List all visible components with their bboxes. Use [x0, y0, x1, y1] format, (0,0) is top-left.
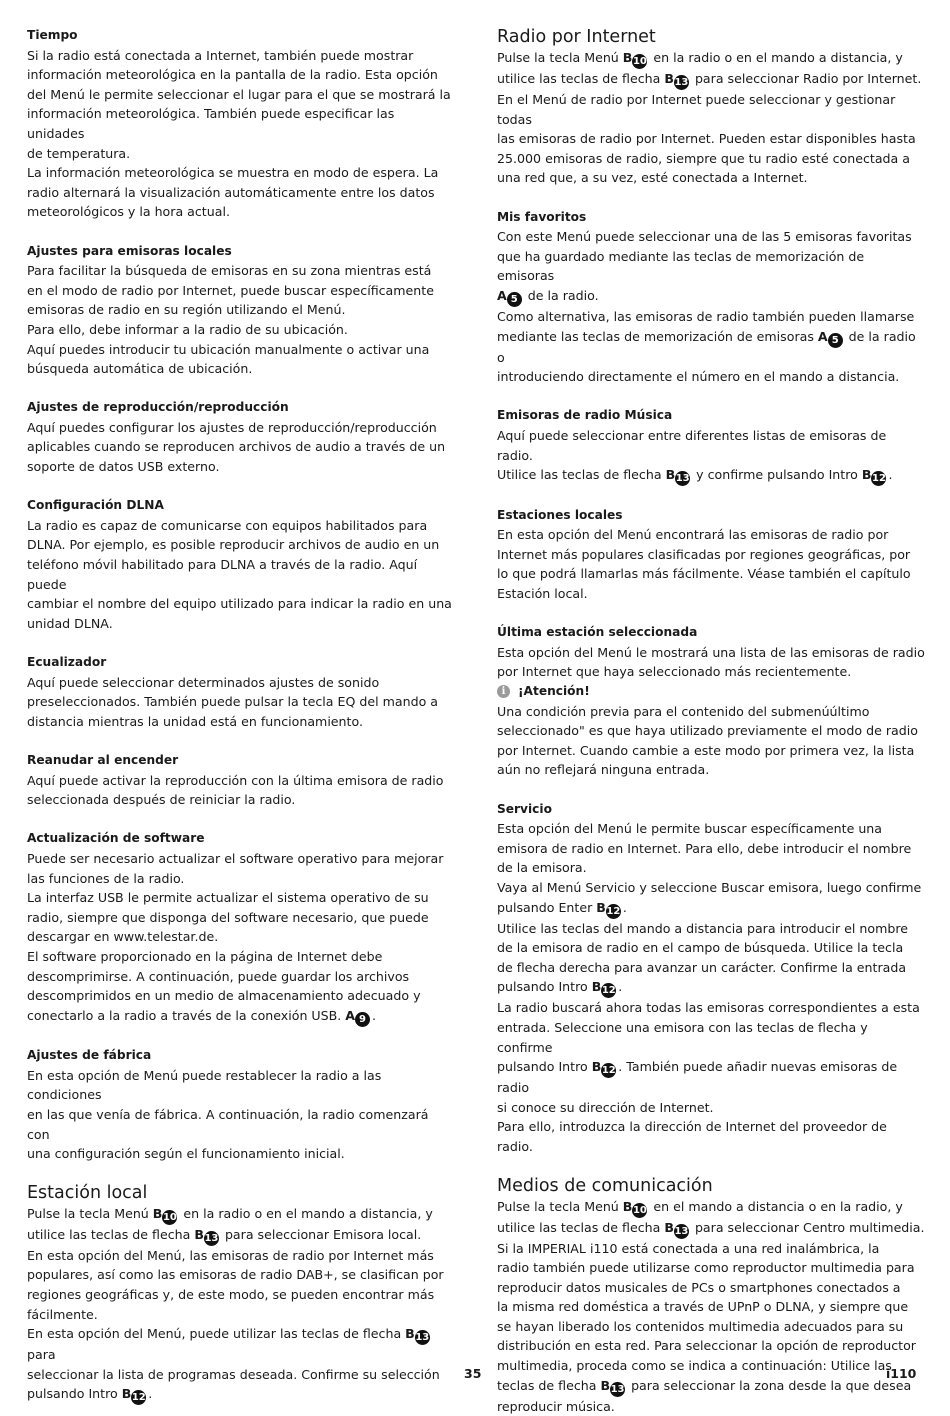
section-title: Configuración DLNA	[27, 496, 452, 516]
key-badge: 13	[204, 1231, 219, 1246]
section-title: Emisoras de radio Música	[497, 406, 925, 426]
key-badge: 13	[610, 1382, 625, 1397]
section-title: Ajustes de reproducción/reproducción	[27, 398, 452, 418]
key-badge: 13	[674, 75, 689, 90]
section-text: Con este Menú puede seleccionar una de las 5 emisoras favoritas que ha guardado mediante las teclas de memorización de emisoras A 5 de la radio. Como alternativa, las emisoras de radio también pueden llamarse mediante las teclas de memorización de emisoras A 5 de la radio o introduciendo directamente el número en el mando a distancia.	[497, 227, 925, 387]
key-badge: 10	[632, 54, 647, 69]
section-title: Reanudar al encender	[27, 751, 452, 771]
right-column	[497, 26, 925, 1416]
section-text: Aquí puede seleccionar entre diferentes listas de emisoras de radio. Utilice las teclas de flecha B13 y confirme pulsando Intro B12 .	[497, 426, 925, 486]
key-badge: 12	[871, 471, 886, 486]
section-title: Servicio	[497, 800, 925, 820]
key-badge: 5	[507, 292, 522, 307]
key-badge: 10	[162, 1210, 177, 1225]
section-title: Actualización de software	[27, 829, 452, 849]
section-text: Pulse la tecla Menú B10 en el mando a distancia o en la radio, y utilice las teclas de flecha B13 para seleccionar Centro multimedia. Si la IMPERIAL i110 está conectada a una red inalámbrica, la radio también puede utilizarse como reproductor multimedia para reproducir datos musicales de PCs o smartphones conectados a la misma red doméstica a través de UPnP o DLNA, y siempre que se hayan liberado los contenidos multimedia adecuados para su distribución en esta red. Para seleccionar la opción de reproductor multimedia, proceda como se indica a continuación: Utilice las teclas de flecha B13 para seleccionar la zona desde la que desea reproducir música.	[497, 1197, 925, 1416]
key-badge: 13	[674, 1224, 689, 1239]
key-badge: 10	[632, 1203, 647, 1218]
section-text: La radio es capaz de comunicarse con equipos habilitados para DLNA. Por ejemplo, es posible reproducir archivos de audio en un teléfono móvil habilitado para DLNA a través de la radio. Aquí puede cambiar el nombre del equipo utilizado para indicar la radio en una unidad DLNA.	[27, 516, 452, 634]
section-text: Pulse la tecla Menú B10 en la radio o en el mando a distancia, y utilice las teclas de flecha B13 para seleccionar Emisora local. En esta opción del Menú, las emisoras de radio por Internet más populares, así como las emisoras de radio DAB+, se clasifican por regiones geográficas y, de este modo, se pueden encontrar más fácilmente. En esta opción del Menú, puede utilizar las teclas de flecha B13 para seleccionar la lista de programas deseada. Confirme su selección pulsando Intro B12 .	[27, 1204, 452, 1406]
attention-note	[497, 682, 925, 702]
section-title: Ecualizador	[27, 653, 452, 673]
key-badge: 13	[415, 1330, 430, 1345]
section-text: Para facilitar la búsqueda de emisoras en su zona mientras está en el modo de radio por Internet, puede buscar específicamente emisoras de radio en su región utilizando el Menú. Para ello, debe informar a la radio de su ubicación. Aquí puedes introducir tu ubicación manualmente o activar una búsqueda automática de ubicación.	[27, 261, 452, 379]
section-heading: Medios de comunicación	[497, 1175, 925, 1197]
section-text: Aquí puede seleccionar determinados ajustes de sonido preseleccionados. También puede pulsar la tecla EQ del mando a distancia mientras la unidad está en funcionamiento.	[27, 673, 452, 732]
section-title: Ajustes para emisoras locales	[27, 242, 452, 262]
key-badge: 5	[828, 333, 843, 348]
section-text: Puede ser necesario actualizar el software operativo para mejorar las funciones de la radio. La interfaz USB le permite actualizar el sistema operativo de su radio, siempre que disponga del software necesario, que puede descargar en www.telestar.de. El software proporcionado en la página de Internet debe descomprimirse. A continuación, puede guardar los archivos descomprimidos en un medio de almacenamiento adecuado y conectarlo a la radio a través de la conexión USB. A 9 .	[27, 849, 452, 1027]
section-text: Si la radio está conectada a Internet, también puede mostrar información meteorológica en la pantalla de la radio. Esta opción del Menú le permite seleccionar el lugar para el que se mostrará la información meteorológica. También puede especificar las unidades de temperatura. La información meteorológica se muestra en modo de espera. La radio alternará la visualización automáticamente entre los datos meteorológicos y la hora actual.	[27, 46, 452, 222]
section-title: Mis favoritos	[497, 208, 925, 228]
key-badge: 12	[601, 983, 616, 998]
attention-label: ¡Atención!	[518, 682, 590, 702]
left-column	[27, 26, 452, 1405]
section-title: Ajustes de fábrica	[27, 1046, 452, 1066]
key-badge: 9	[355, 1012, 370, 1027]
key-badge: 12	[606, 904, 621, 919]
info-icon: i	[497, 685, 510, 698]
section-text: Aquí puedes configurar los ajustes de reproducción/reproducción aplicables cuando se reproducen archivos de audio a través de un soporte de datos USB externo.	[27, 418, 452, 477]
section-text: Aquí puede activar la reproducción con la última emisora de radio seleccionada después de reiniciar la radio.	[27, 771, 452, 810]
section-title: Tiempo	[27, 26, 452, 46]
section-heading: Radio por Internet	[497, 26, 925, 48]
section-text: En esta opción del Menú encontrará las emisoras de radio por Internet más populares clasificadas por regiones geográficas, por lo que podrá llamarlas más fácilmente. Véase también el capítulo Estación local.	[497, 525, 925, 603]
model-name: i110	[886, 1366, 916, 1381]
section-text: Esta opción del Menú le permite buscar específicamente una emisora de radio en Internet. Para ello, debe introducir el nombre de la emisora. Vaya al Menú Servicio y seleccione Buscar emisora, luego confirme pulsando Enter B12 . Utilice las teclas del mando a distancia para introducir el nombre de la emisora de radio en el campo de búsqueda. Utilice la tecla de flecha derecha para avanzar un carácter. Confirme la entrada pulsando Intro B12 . La radio buscará ahora todas las emisoras correspondientes a esta entrada. Seleccione una emisora con las teclas de flecha y confirme pulsando Intro B12 . También puede añadir nuevas emisoras de radio si conoce su dirección de Internet. Para ello, introduzca la dirección de Internet del proveedor de radio.	[497, 819, 925, 1156]
section-heading: Estación local	[27, 1182, 452, 1204]
key-badge: 12	[131, 1390, 146, 1405]
section-text: En esta opción de Menú puede restablecer la radio a las condiciones en las que venía de fábrica. A continuación, la radio comenzará con una configuración según el funcionamiento inicial.	[27, 1066, 452, 1164]
section-text: Esta opción del Menú le mostrará una lista de las emisoras de radio por Internet que haya seleccionado más recientemente.	[497, 643, 925, 682]
section-text: Una condición previa para el contenido del submenúúltimo seleccionado" es que haya utilizado previamente el modo de radio por Internet. Cuando cambie a este modo por primera vez, la lista aún no reflejará ninguna entrada.	[497, 702, 925, 780]
page-number: 35	[464, 1366, 481, 1381]
key-badge: 13	[675, 471, 690, 486]
section-text: Pulse la tecla Menú B10 en la radio o en el mando a distancia, y utilice las teclas de flecha B13 para seleccionar Radio por Internet. En el Menú de radio por Internet puede seleccionar y gestionar todas las emisoras de radio por Internet. Pueden estar disponibles hasta 25.000 emisoras de radio, siempre que tu radio esté conectada a una red que, a su vez, esté conectada a Internet.	[497, 48, 925, 188]
section-title: Última estación seleccionada	[497, 623, 925, 643]
key-badge: 12	[601, 1063, 616, 1078]
section-title: Estaciones locales	[497, 506, 925, 526]
